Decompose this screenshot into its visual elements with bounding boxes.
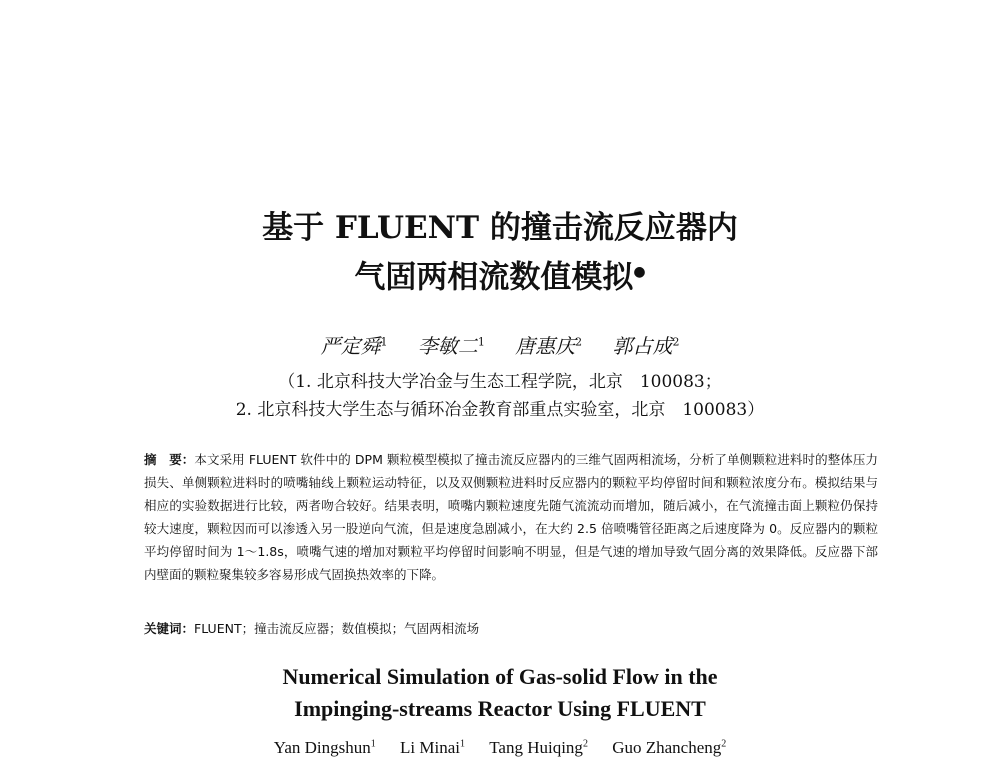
affiliation-2: 2. 北京科技大学生态与循环冶金教育部重点实验室，北京 100083） bbox=[235, 400, 765, 420]
keywords-label: 关键词： bbox=[144, 621, 195, 636]
english-author-4: Guo Zhancheng$^2$ bbox=[612, 737, 727, 757]
english-title-line-1: Numerical Simulation of Gas-solid Flow in the bbox=[282, 664, 718, 689]
keywords-text: FLUENT；撞击流反应器；数值模拟；气固两相流场 bbox=[194, 621, 480, 636]
author-3: 唐惠庆$^2$ bbox=[515, 333, 583, 358]
english-author-list bbox=[0, 733, 1000, 759]
english-title-line-2: Impinging-streams Reactor Using FLUENT bbox=[294, 696, 706, 721]
author-list bbox=[0, 328, 1000, 360]
english-author-2: Li Minai$^1$ bbox=[400, 737, 465, 757]
title-line-2: 气固两相流数值模拟● bbox=[354, 259, 646, 296]
english-author-1: Yan Dingshun$^1$ bbox=[273, 737, 376, 757]
author-2: 李敏二$^1$ bbox=[417, 333, 485, 358]
abstract-label: 摘 要： bbox=[144, 452, 195, 467]
abstract bbox=[144, 448, 878, 586]
title-line-1: 基于 FLUENT 的撞击流反应器内 bbox=[262, 210, 738, 246]
abstract-text: 本文采用 FLUENT 软件中的 DPM 颗粒模型模拟了撞击流反应器内的三维气固两相流场，分析了单侧颗粒进料时的整体压力损失、单侧颗粒进料时的喷嘴轴线上颗粒运动特征，以及双侧颗粒进料时反应器内的颗粒平均停留时间和颗粒浓度分布。模拟结果与相应的实验数据进行比较，两者吻合较好。结果表明，喷嘴内颗粒速度先随气流流动而增加，随后减小，在气流撞击面上颗粒仍保持较大速度，颗粒因而可以渗透入另一股逆向气流，但是速度急剧减小，在大约 2.5 倍喷嘴管径距离之后速度降为 0。反应器内的颗粒平均停留时间为 1～1.8s，喷嘴气速的增加对颗粒平均停留时间影响不明显，但是气速的增加导致气固分离的效果降低。反应器下部内壁面的颗粒聚集较多容易形成气固换热效率的下降。 bbox=[144, 452, 878, 582]
affiliation-1: （1. 北京科技大学冶金与生态工程学院，北京 100083； bbox=[278, 372, 722, 392]
keywords bbox=[144, 618, 878, 640]
author-4: 郭占成$^2$ bbox=[612, 333, 680, 358]
english-author-3: Tang Huiqing$^2$ bbox=[489, 737, 588, 757]
author-1: 严定舜$^1$ bbox=[320, 333, 388, 358]
title-footnote-mark: ● bbox=[633, 264, 646, 280]
